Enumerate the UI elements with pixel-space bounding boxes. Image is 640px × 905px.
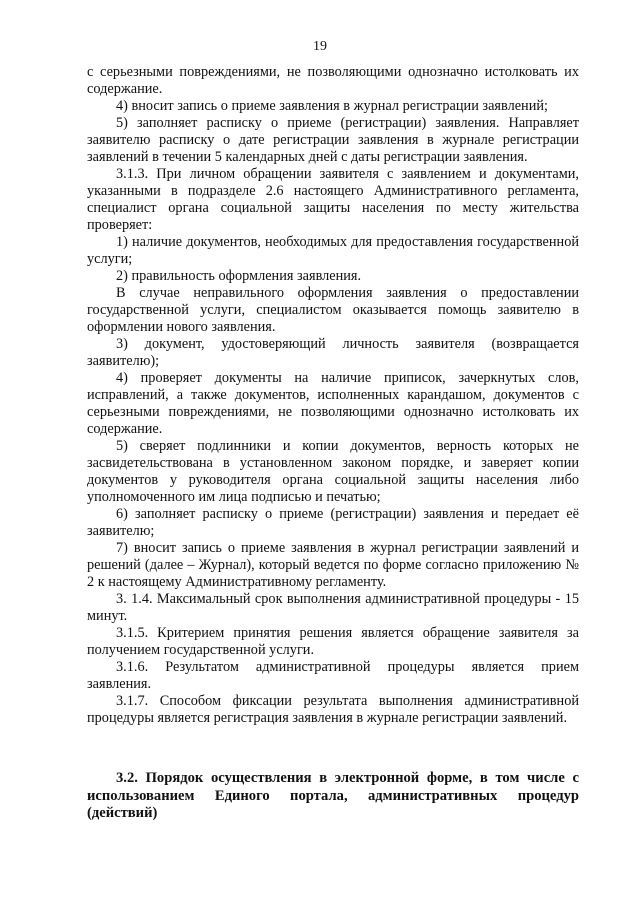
page-number: 19 — [313, 39, 327, 54]
paragraph: В случае неправильного оформления заявления о предоставлении государственной услуги, специалистом оказывается помощь заявителю в оформлении нового заявления. — [87, 285, 579, 335]
paragraph: 5) сверяет подлинники и копии документов, верность которых не засвидетельствована в установленном законом порядке, и заверяет копии документов у руководителя органа социальной защиты населения либо уполномоченного им лица подписью и печатью; — [87, 438, 579, 505]
paragraph: 4) проверяет документы на наличие приписок, зачеркнутых слов, исправлений, а также документов, исполненных карандашом, документов с серьезными повреждениями, не позволяющими однозначно истолковать их содержание. — [87, 370, 579, 437]
section-heading: 3.2. Порядок осуществления в электронной форме, в том числе с использованием Единого портала, административных процедур (действий) — [87, 770, 579, 822]
paragraph: 1) наличие документов, необходимых для предоставления государственной услуги; — [87, 234, 579, 267]
paragraph: 3.1.3. При личном обращении заявителя с заявлением и документами, указанными в подразделе 2.6 настоящего Административного регламента, специалист органа социальной защиты населения по месту жительства проверяет: — [87, 166, 579, 233]
paragraph: 3.1.7. Способом фиксации результата выполнения административной процедуры является регистрация заявления в журнале регистрации заявлений. — [87, 693, 579, 726]
paragraph: с серьезными повреждениями, не позволяющими однозначно истолковать их содержание. — [87, 64, 579, 97]
paragraph: 3.1.6. Результатом административной процедуры является прием заявления. — [87, 659, 579, 692]
paragraph: 2) правильность оформления заявления. — [116, 268, 362, 284]
paragraph: 7) вносит запись о приеме заявления в журнал регистрации заявлений и решений (далее – Журнал), который ведется по форме согласно приложению № 2 к настоящему Административному регламенту. — [87, 540, 579, 590]
paragraph: 3) документ, удостоверяющий личность заявителя (возвращается заявителю); — [87, 336, 579, 369]
paragraph: 3.1.5. Критерием принятия решения является обращение заявителя за получением государственной услуги. — [87, 625, 579, 658]
paragraph: 6) заполняет расписку о приеме (регистрации) заявления и передает её заявителю; — [87, 506, 579, 539]
paragraph: 3. 1.4. Максимальный срок выполнения административной процедуры - 15 минут. — [87, 591, 579, 624]
document-body — [87, 64, 579, 727]
paragraph: 4) вносит запись о приеме заявления в журнал регистрации заявлений; — [116, 98, 548, 114]
paragraph: 5) заполняет расписку о приеме (регистрации) заявления. Направляет заявителю расписку о дате регистрации заявления в журнале регистрации заявлений в течении 5 календарных дней с даты регистрации заявления. — [87, 115, 579, 165]
